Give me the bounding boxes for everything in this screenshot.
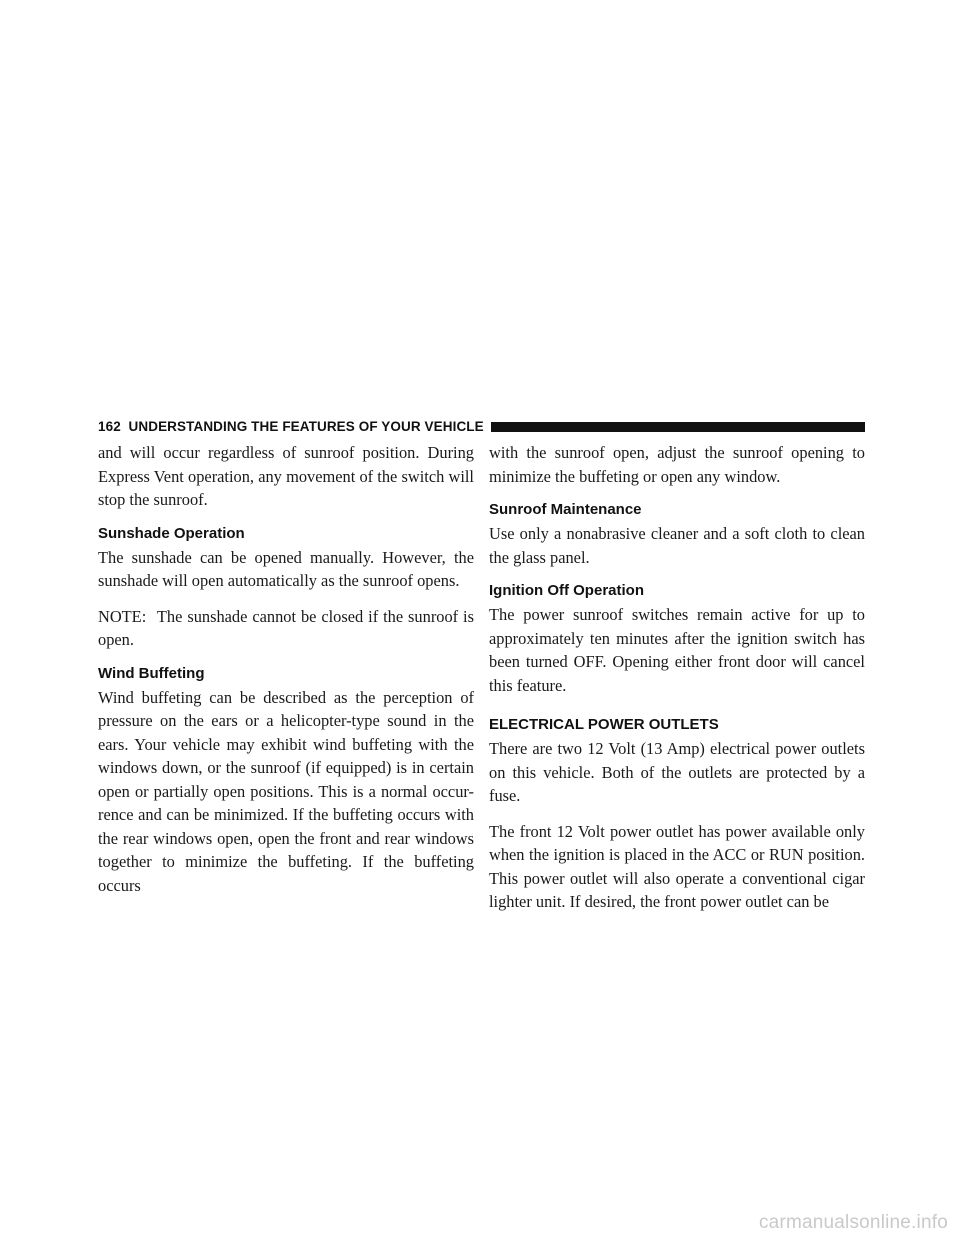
paragraph-buffeting-continued: with the sunroof open, adjust the sunroof opening to minimize the buffeting or open any window. bbox=[489, 443, 865, 486]
note-paragraph bbox=[98, 605, 474, 652]
paragraph-sunroof-maintenance: Use only a nonabrasive cleaner and a soft cloth to clean the glass panel. bbox=[489, 524, 865, 567]
paragraph-outlets-intro: There are two 12 Volt (13 Amp) electrical power outlets on this vehicle. Both of the outlets are protected by a fuse. bbox=[489, 739, 865, 805]
heading-electrical-power-outlets: ELECTRICAL POWER OUTLETS bbox=[489, 716, 719, 733]
paragraph-wind-buffeting: Wind buffeting can be described as the perception of pressure on the ears or a helicopter-type sound in the ears. Your vehicle may exhibit wind buffeting with the windows down, or the sunroof (if equipped) is in certain open or partially open positions. This is a normal occur-rence and can be minimized. If the buffeting occurs with the rear windows open, open the front and rear windows together to minimize the buffeting. If the buffeting occurs bbox=[98, 687, 474, 895]
heading-wind-buffeting: Wind Buffeting bbox=[98, 664, 205, 682]
section-title: UNDERSTANDING THE FEATURES OF YOUR VEHICLE bbox=[128, 418, 484, 434]
paragraph-sunshade: The sunshade can be opened manually. However, the sunshade will open automatically as the sunroof opens. bbox=[98, 547, 474, 590]
page-header bbox=[98, 415, 865, 437]
right-column bbox=[489, 441, 865, 926]
heading-ignition-off-operation: Ignition Off Operation bbox=[489, 582, 644, 599]
header-rule bbox=[491, 422, 865, 432]
paragraph-express-vent-continued: and will occur regardless of sunroof position. During Express Vent operation, any movement of the switch will stop the sunroof. bbox=[98, 443, 474, 509]
watermark: carmanualsonline.info bbox=[758, 1212, 948, 1233]
page-number: 162 bbox=[98, 418, 121, 434]
page-header-text bbox=[98, 419, 484, 434]
paragraph-front-outlet: The front 12 Volt power outlet has power available only when the ignition is placed in the ACC or RUN position. This power outlet will also operate a conventional cigar lighter unit. If desired, the front power outlet can be bbox=[489, 821, 865, 911]
note-label: NOTE: bbox=[98, 606, 147, 626]
left-column bbox=[98, 441, 474, 909]
paragraph-ignition-off: The power sunroof switches remain active for up to approximately ten minutes after the ignition switch has been turned OFF. Opening either front door will cancel this feature. bbox=[489, 605, 865, 695]
note-text: The sunshade cannot be closed if the sunroof is open. bbox=[98, 606, 474, 649]
heading-sunshade-operation: Sunshade Operation bbox=[98, 524, 245, 542]
heading-sunroof-maintenance: Sunroof Maintenance bbox=[489, 501, 642, 518]
